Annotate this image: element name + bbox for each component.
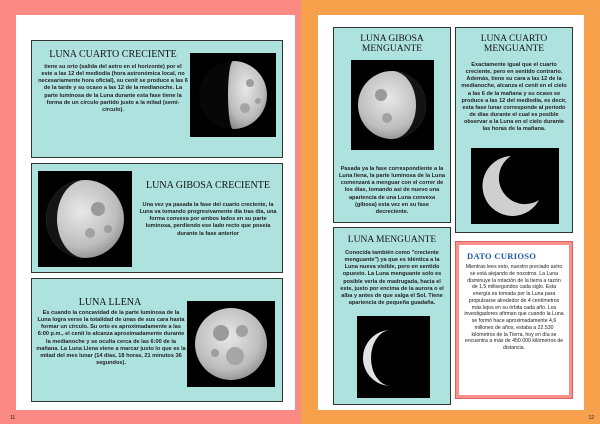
card-gibosa-menguante — [333, 27, 451, 223]
dato-curioso-inner — [459, 245, 569, 395]
crescent-moon-icon — [357, 316, 430, 398]
dato-curioso-box — [455, 241, 573, 399]
right-page — [301, 0, 600, 424]
luna-llena-photo — [187, 301, 275, 387]
cuarto-creciente-text: tiene su orto (salida del astro en el horizonte) por el este a las 12 del mediodía (hora astronómica local, no necesariamente hora oficial), su cenit se produce a las 6 de la tarde y su ocaso a las 12 de la medianoche. La parte luminosa de la Luna durante esta fase tiene la forma de un círculo partido justo a la mitad (semi-círculo). — [38, 64, 188, 113]
waxing-gibbous-moon-icon — [38, 171, 132, 267]
card-cuarto-menguante — [455, 27, 573, 233]
dato-curioso-title: DATO CURIOSO — [467, 251, 537, 261]
card-luna-menguante — [333, 227, 451, 405]
card-gibosa-creciente — [31, 163, 283, 273]
waning-crescent-moon-icon — [471, 148, 559, 224]
first-quarter-moon-icon — [190, 53, 276, 137]
luna-menguante-text: Conocida también como "creciente menguante") ya que es idéntica a la Luna nueva visible, pero en sentido opuesto. La Luna menguante solo es posible verla de madrugada, hacia el este, justo por encima de la aurora o el alba y antes de que salga el Sol. Tiene apariencia de pequeña guadaña. — [340, 250, 444, 307]
gibosa-menguante-text: Pasada ya la fase correspondiente a la Luna llena, la parte luminosa de la Luna comenzará a menguar con el correr de los días, tomando así de nuevo una apariencia de una Luna convexa (gibosa) esta vez en su fase decreciente. — [339, 166, 445, 215]
gibosa-creciente-photo — [38, 171, 132, 267]
luna-llena-title: LUNA LLENA — [78, 297, 142, 308]
cuarto-creciente-photo — [190, 53, 276, 137]
cuarto-menguante-text: Exactamente igual que el cuarto creciente, pero en sentido contrario. Además, tiene su cara a las 12 de la medianoche, alcanza el cenit en el cielo a las 6 de la mañana y su ocaso se produce a las 12 del mediodía, es decir, esta fase lunar corresponde al periodo de días durante el cual es posible observar a la Luna en el cielo durante las horas de la mañana. — [461, 62, 567, 133]
cuarto-menguante-title: LUNA CUARTO MENGUANTE — [480, 34, 548, 55]
luna-menguante-photo — [357, 316, 430, 398]
gibosa-menguante-title: LUNA GIBOSA MENGUANTE — [360, 34, 424, 55]
full-moon-icon — [187, 301, 275, 387]
page-number-left: 11 — [10, 415, 16, 421]
gibosa-menguante-photo — [351, 60, 434, 150]
page-number-right: 12 — [588, 415, 594, 421]
cuarto-creciente-title: LUNA CUARTO CRECIENTE — [49, 49, 177, 60]
right-page-content — [318, 15, 584, 410]
dato-curioso-text: Mientras lees esto, nuestro preciado astro se está alejando de nosotros. La Luna disminuye la rotación de la tierra a razón de 1.5 milisegundos cada siglo. Esta energía es tomada por la Luna para propulsarse alrededor de 4 centímetros más lejos en su órbita cada año. Los investigadores afirman que cuando la Luna se formó hace aproximadamente 4,6 millones de años, estaba a 22.530 kilómetros de la Tierra, hoy en día se encuentra a más de 450.000 kilómetros de distancia. — [464, 264, 564, 351]
card-cuarto-creciente — [31, 40, 283, 158]
luna-menguante-title: LUNA MENGUANTE — [347, 235, 437, 245]
card-luna-llena — [31, 278, 283, 402]
cuarto-menguante-photo — [471, 148, 559, 224]
waning-gibbous-moon-icon — [351, 60, 434, 150]
left-page-content — [16, 15, 295, 410]
gibosa-creciente-text: Una vez ya pasada la fase del cuarto creciente, la Luna va tomando progresivamente día tras día, una forma convexa por ambos lados en su parte luminosa, perdiendo ese lado recto que poseía durante la fase anterior — [139, 202, 277, 237]
luna-llena-text: Es cuando la concavidad de la parte luminosa de la Luna logra verse la totalidad de unas de sus cara hasta formar un círculo. Su orto es aproximadamente a las 6:00 p.m., el cenit lo alcanza aproximadamente durante la medianoche y se oculta cerca de las 6:00 de la mañana. La Luna Llena viene a marcar justo lo que es la mitad del mes lunar (14 días, 18 horas, 21 minutos 36 segundos). — [36, 310, 186, 367]
gibosa-creciente-title: LUNA GIBOSA CRECIENTE — [146, 180, 270, 191]
